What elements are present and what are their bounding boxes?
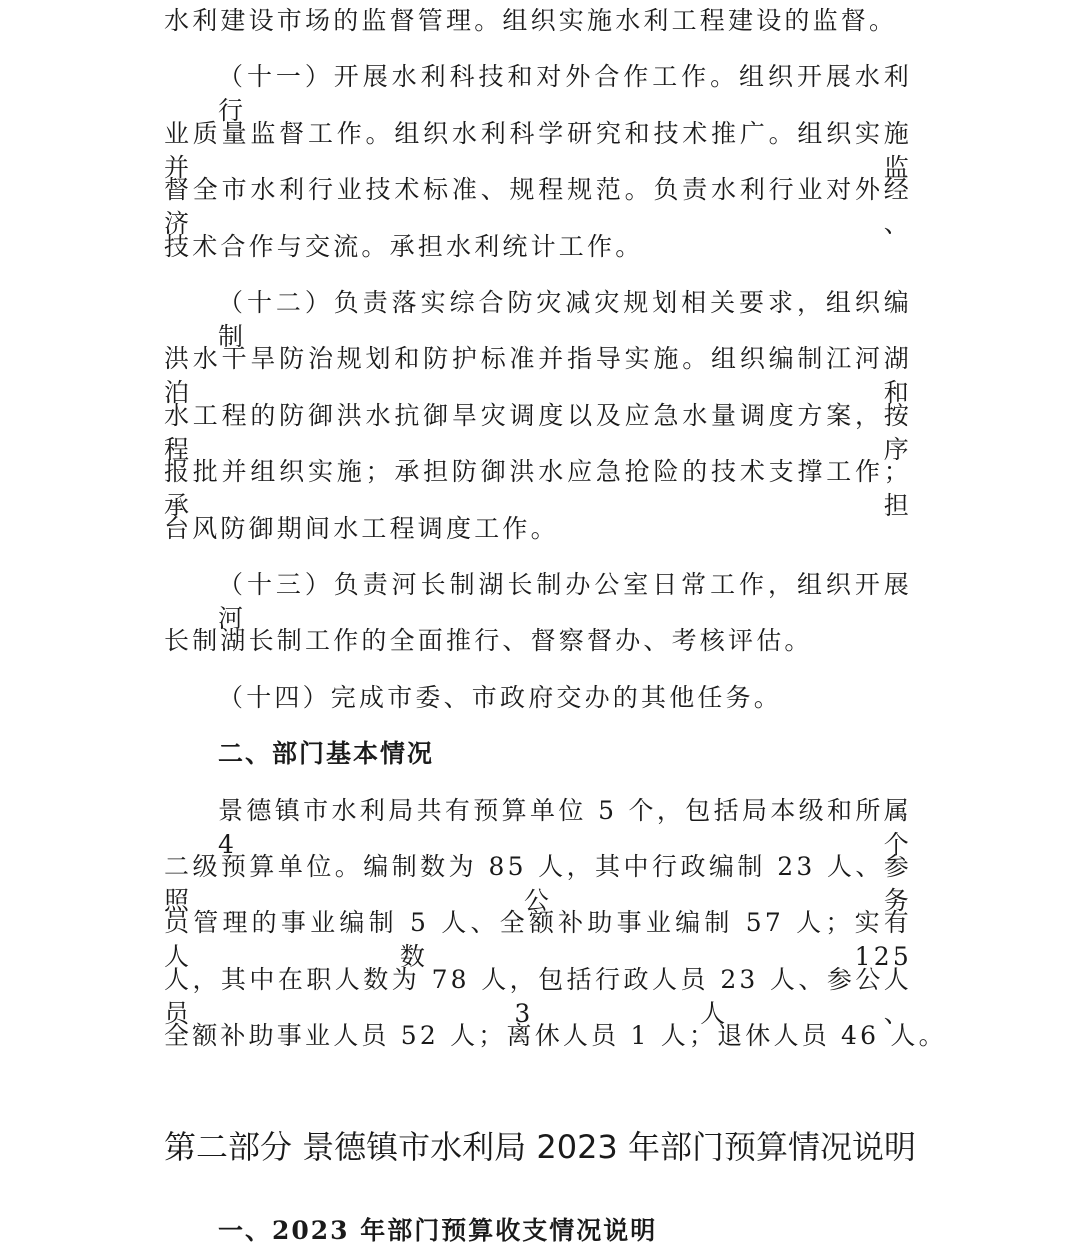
paragraph-line: 长制湖长制工作的全面推行、督察督办、考核评估。 [164, 626, 813, 655]
paragraph-line: 景德镇市水利局共有预算单位 5 个，包括局本级和所属 4 个 [218, 796, 912, 859]
part-title: 第二部分 景德镇市水利局 2023 年部门预算情况说明 [164, 1128, 916, 1166]
paragraph-line-item-12: （十二）负责落实综合防灾减灾规划相关要求，组织编制 [218, 288, 912, 351]
paragraph-line: 员管理的事业编制 5 人、全额补助事业编制 57 人；实有人数 125 [164, 908, 912, 971]
paragraph-line-item-13: （十三）负责河长制湖长制办公室日常工作，组织开展河 [218, 570, 912, 633]
paragraph-line: 洪水干旱防治规划和防护标准并指导实施。组织编制江河湖泊和 [164, 344, 912, 407]
section-heading-basic-info: 二、部门基本情况 [218, 739, 435, 768]
paragraph-line: 报批并组织实施；承担防御洪水应急抢险的技术支撑工作；承担 [164, 457, 912, 520]
paragraph-line: 技术合作与交流。承担水利统计工作。 [164, 232, 644, 261]
paragraph-line: 督全市水利行业技术标准、规程规范。负责水利行业对外经济、 [164, 175, 912, 238]
paragraph-line-item-11: （十一）开展水利科技和对外合作工作。组织开展水利行 [218, 62, 912, 125]
paragraph-line: 业质量监督工作。组织水利科学研究和技术推广。组织实施并监 [164, 119, 912, 182]
paragraph-line-item-14: （十四）完成市委、市政府交办的其他任务。 [218, 683, 783, 712]
paragraph-line: 全额补助事业人员 52 人；离休人员 1 人；退休人员 46 人。 [164, 1021, 947, 1050]
paragraph-line: 人，其中在职人数为 78 人，包括行政人员 23 人、参公人员 3 人、 [164, 965, 912, 1028]
paragraph-line: 水工程的防御洪水抗御旱灾调度以及应急水量调度方案，按程序 [164, 401, 912, 464]
paragraph-line: 二级预算单位。编制数为 85 人，其中行政编制 23 人、参照公务 [164, 852, 912, 915]
section-heading-budget: 一、2023 年部门预算收支情况说明 [218, 1216, 658, 1245]
paragraph-line: 台风防御期间水工程调度工作。 [164, 514, 559, 543]
paragraph-line: 水利建设市场的监督管理。组织实施水利工程建设的监督。 [164, 6, 898, 35]
